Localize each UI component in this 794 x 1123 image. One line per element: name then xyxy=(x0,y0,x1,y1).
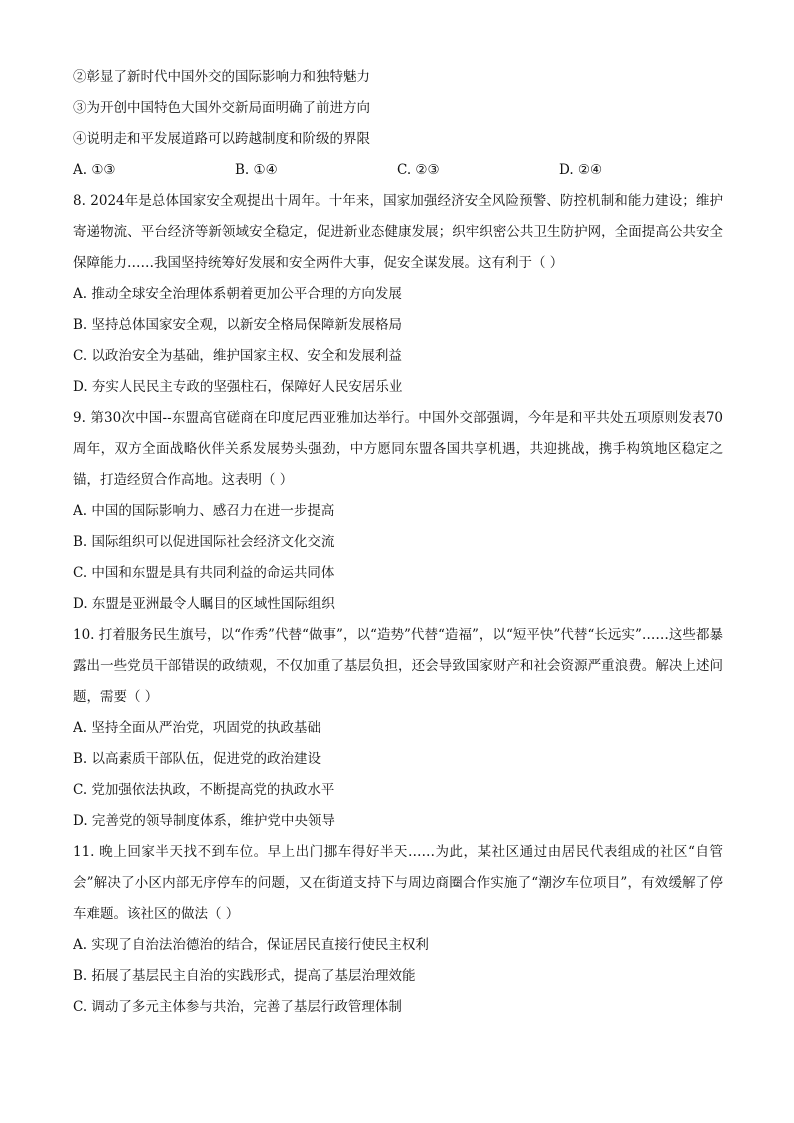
option-c: C. 以政治安全为基础，维护国家主权、安全和发展利益 xyxy=(73,348,402,364)
statement-2: ②彰显了新时代中国外交的国际影响力和独特魅力 xyxy=(73,69,370,85)
option-a: A. 坚持全面从严治党，巩固党的执政基础 xyxy=(73,720,321,736)
option-d: D. 东盟是亚洲最令人瞩目的区域性国际组织 xyxy=(73,596,335,612)
option-d: D. ②④ xyxy=(559,162,603,178)
option-a: A. 实现了自治法治德治的结合，保证居民直接行使民主权利 xyxy=(73,937,429,953)
question-10 xyxy=(73,620,723,837)
option-c: C. 中国和东盟是具有共同利益的命运共同体 xyxy=(73,565,335,581)
question-9 xyxy=(73,403,723,620)
question-9-stem: 9. 第30次中国--东盟高官磋商在印度尼西亚雅加达举行。中国外交部强调，今年是和平共处五项原则发表70周年，双方全面战略伙伴关系发展势头强劲，中方愿同东盟各国共享机遇，共迎挑战，携手构筑地区稳定之锚，打造经贸合作高地。这表明（ ） xyxy=(73,410,723,488)
option-b: B. 坚持总体国家安全观，以新安全格局保障新发展格局 xyxy=(73,317,403,333)
option-b: B. 国际组织可以促进国际社会经济文化交流 xyxy=(73,534,335,550)
option-c: C. 调动了多元主体参与共治，完善了基层行政管理体制 xyxy=(73,999,402,1015)
question-10-stem: 10. 打着服务民生旗号，以“作秀”代替“做事”，以“造势”代替“造福”，以“短平快”代替“长远实”……这些都暴露出一些党员干部错误的政绩观，不仅加重了基层负担，还会导致国家财产和社会资源严重浪费。解决上述问题，需要（ ） xyxy=(73,627,723,705)
option-a: A. 中国的国际影响力、感召力在进一步提高 xyxy=(73,503,335,519)
option-a: A. 推动全球安全治理体系朝着更加公平合理的方向发展 xyxy=(73,286,402,302)
option-b: B. 拓展了基层民主自治的实践形式，提高了基层治理效能 xyxy=(73,968,416,984)
question-8 xyxy=(73,186,723,403)
option-c: C. ②③ xyxy=(397,162,440,178)
option-d: D. 完善党的领导制度体系，维护党中央领导 xyxy=(73,813,335,829)
question-8-stem: 8. 2024年是总体国家安全观提出十周年。十年来，国家加强经济安全风险预警、防控机制和能力建设；维护寄递物流、平台经济等新领域安全稳定，促进新业态健康发展；织牢织密公共卫生防护网，全面提高公共安全保障能力……我国坚持统筹好发展和安全两件大事，促安全谋发展。这有利于（ ） xyxy=(73,193,723,271)
option-c: C. 党加强依法执政，不断提高党的执政水平 xyxy=(73,782,335,798)
option-d: D. 夯实人民民主专政的坚强柱石，保障好人民安居乐业 xyxy=(73,379,403,395)
statement-3: ③为开创中国特色大国外交新局面明确了前进方向 xyxy=(73,100,370,116)
option-b: B. ①④ xyxy=(235,162,278,178)
question-11-stem: 11. 晚上回家半天找不到车位。早上出门挪车得好半天……为此，某社区通过由居民代表组成的社区“自管会”解决了小区内部无序停车的问题，又在街道支持下与周边商圈合作实施了“潮汐车位项目”，有效缓解了停车难题。该社区的做法（ ） xyxy=(73,844,723,922)
question-7-tail xyxy=(73,62,723,186)
question-11 xyxy=(73,837,723,1023)
option-b: B. 以高素质干部队伍，促进党的政治建设 xyxy=(73,751,322,767)
question-7-options xyxy=(73,155,723,186)
statement-4: ④说明走和平发展道路可以跨越制度和阶级的界限 xyxy=(73,131,370,147)
exam-page xyxy=(73,62,723,1023)
option-a: A. ①③ xyxy=(73,162,116,178)
